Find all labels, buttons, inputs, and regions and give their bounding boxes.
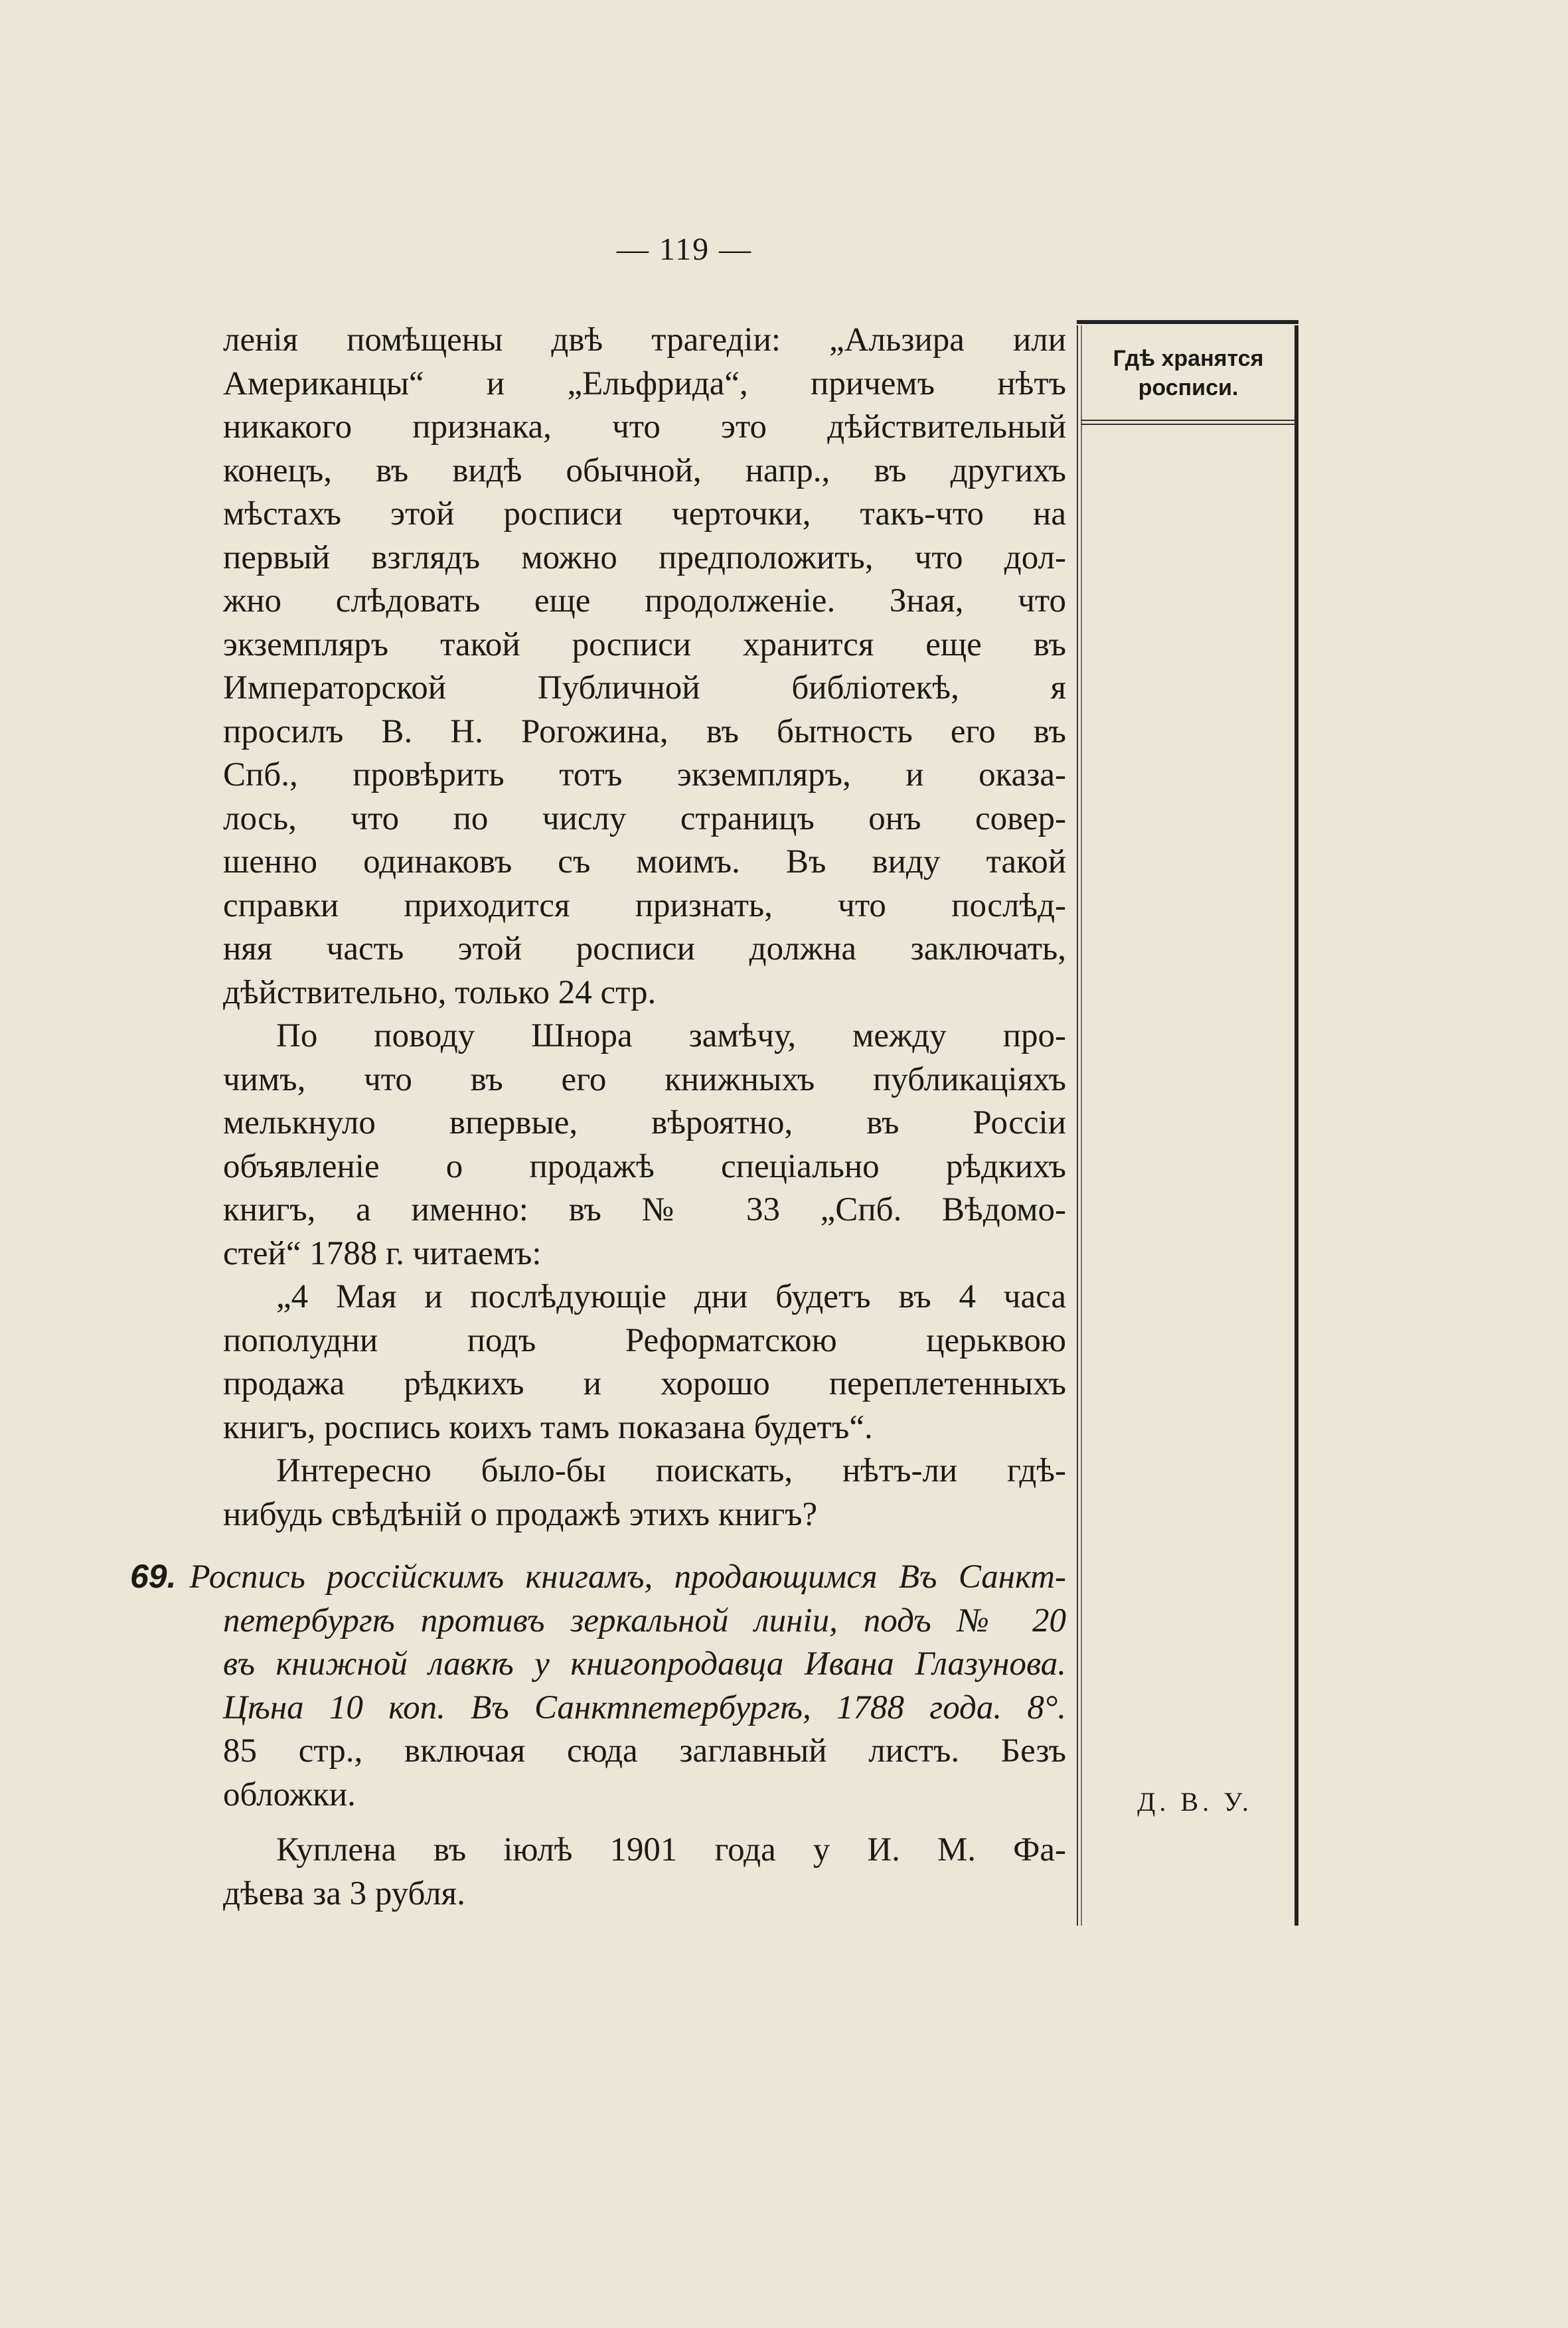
text-line: никакого признака, что это дѣйствительный (223, 408, 1066, 446)
text-line: лось, что по числу страницъ онъ совер- (223, 799, 1066, 837)
text-line: няя часть этой росписи должна заключать, (223, 930, 1066, 967)
text-line: книгъ, а именно: въ № 33 „Спб. Вѣдомо- (223, 1191, 1066, 1228)
text-line: Интересно было-бы поискать, нѣтъ-ли гдѣ- (276, 1452, 1066, 1489)
entry-title-text: Роспись россійскимъ книгамъ, продающимся Въ Санкт- (189, 1558, 1066, 1596)
entry-title-line (130, 1555, 1066, 1600)
sidebar-heading-line2: росписи. (1138, 375, 1239, 400)
entry-purchase-line: Куплена въ іюлѣ 1901 года у И. М. Фа- (276, 1831, 1066, 1869)
text-line: жно слѣдовать еще продолженіе. Зная, что (223, 582, 1066, 620)
sidebar-right-rule (1294, 325, 1298, 1926)
entry-number: 69. (130, 1558, 177, 1595)
quote-block (223, 1276, 1066, 1450)
sidebar-heading-line1: Гдѣ хранятся (1113, 346, 1264, 371)
paragraph-3 (223, 1450, 1066, 1537)
text-line: мелькнуло впервые, вѣроятно, въ Россіи (223, 1104, 1066, 1141)
text-line: дѣйствительно, только 24 стр. (223, 973, 657, 1011)
catalog-entry-69 (130, 1555, 1066, 1916)
sidebar-heading-rule (1081, 420, 1294, 425)
text-line: Императорской Публичной библіотекѣ, я (223, 669, 1066, 707)
sidebar-heading (1089, 344, 1288, 402)
page-number-row (0, 231, 1568, 268)
entry-title-line: Цѣна 10 коп. Въ Санктпетербургѣ, 1788 года. 8°. (223, 1689, 1066, 1726)
text-line: стей“ 1788 г. читаемъ: (223, 1234, 542, 1272)
text-line: экземпляръ такой росписи хранится еще въ (223, 625, 1066, 663)
entry-desc-line: 85 стр., включая сюда заглавный листъ. Безъ (223, 1732, 1066, 1770)
sidebar-top-rule (1077, 320, 1298, 324)
text-line: Американцы“ и „Ельфрида“, причемъ нѣтъ (223, 365, 1066, 402)
text-line: По поводу Шнора замѣчу, между про- (276, 1017, 1066, 1054)
paragraph-1 (223, 319, 1066, 1015)
text-line: Спб., провѣрить тотъ экземпляръ, и оказа- (223, 756, 1066, 793)
paragraph-2 (223, 1015, 1066, 1276)
text-line: мѣстахъ этой росписи черточки, такъ-что на (223, 495, 1066, 533)
text-line: первый взглядъ можно предположить, что дол- (223, 539, 1066, 576)
text-line: просилъ В. Н. Рогожина, въ бытность его въ (223, 712, 1066, 750)
text-line: справки приходится признать, что послѣд- (223, 886, 1066, 924)
text-line: книгъ, роспись коихъ тамъ показана будетъ“. (223, 1408, 873, 1446)
main-text-column (130, 319, 1066, 1916)
page-number: — 119 — (616, 232, 753, 267)
text-line: нибудь свѣдѣній о продажѣ этихъ книгъ? (223, 1495, 818, 1533)
sidebar-location-note: Д. В. У. (1137, 1787, 1253, 1817)
text-line: шенно одинаковъ съ моимъ. Въ виду такой (223, 843, 1066, 880)
text-line: „4 Мая и послѣдующіе дни будетъ въ 4 часа (276, 1278, 1066, 1315)
spacer (223, 1817, 1066, 1829)
text-line: пополудни подъ Реформатскою церьквою (223, 1321, 1066, 1359)
entry-title-line: петербургѣ противъ зеркальной линіи, подъ № 20 (223, 1602, 1066, 1639)
text-line: чимъ, что въ его книжныхъ публикаціяхъ (223, 1060, 1066, 1098)
entry-purchase-line: дѣева за 3 рубля. (223, 1874, 465, 1912)
text-line: продажа рѣдкихъ и хорошо переплетенныхъ (223, 1365, 1066, 1402)
entry-title-line: въ книжной лавкѣ у книгопродавца Ивана Глазунова. (223, 1645, 1066, 1683)
text-line: ленія помѣщены двѣ трагедіи: „Альзира или (223, 321, 1066, 359)
text-line: конецъ, въ видѣ обычной, напр., въ другихъ (223, 452, 1066, 489)
text-line: объявленіе о продажѣ спеціально рѣдкихъ (223, 1147, 1066, 1185)
sidebar-left-rule (1077, 325, 1082, 1926)
entry-desc-line: обложки. (223, 1776, 356, 1813)
